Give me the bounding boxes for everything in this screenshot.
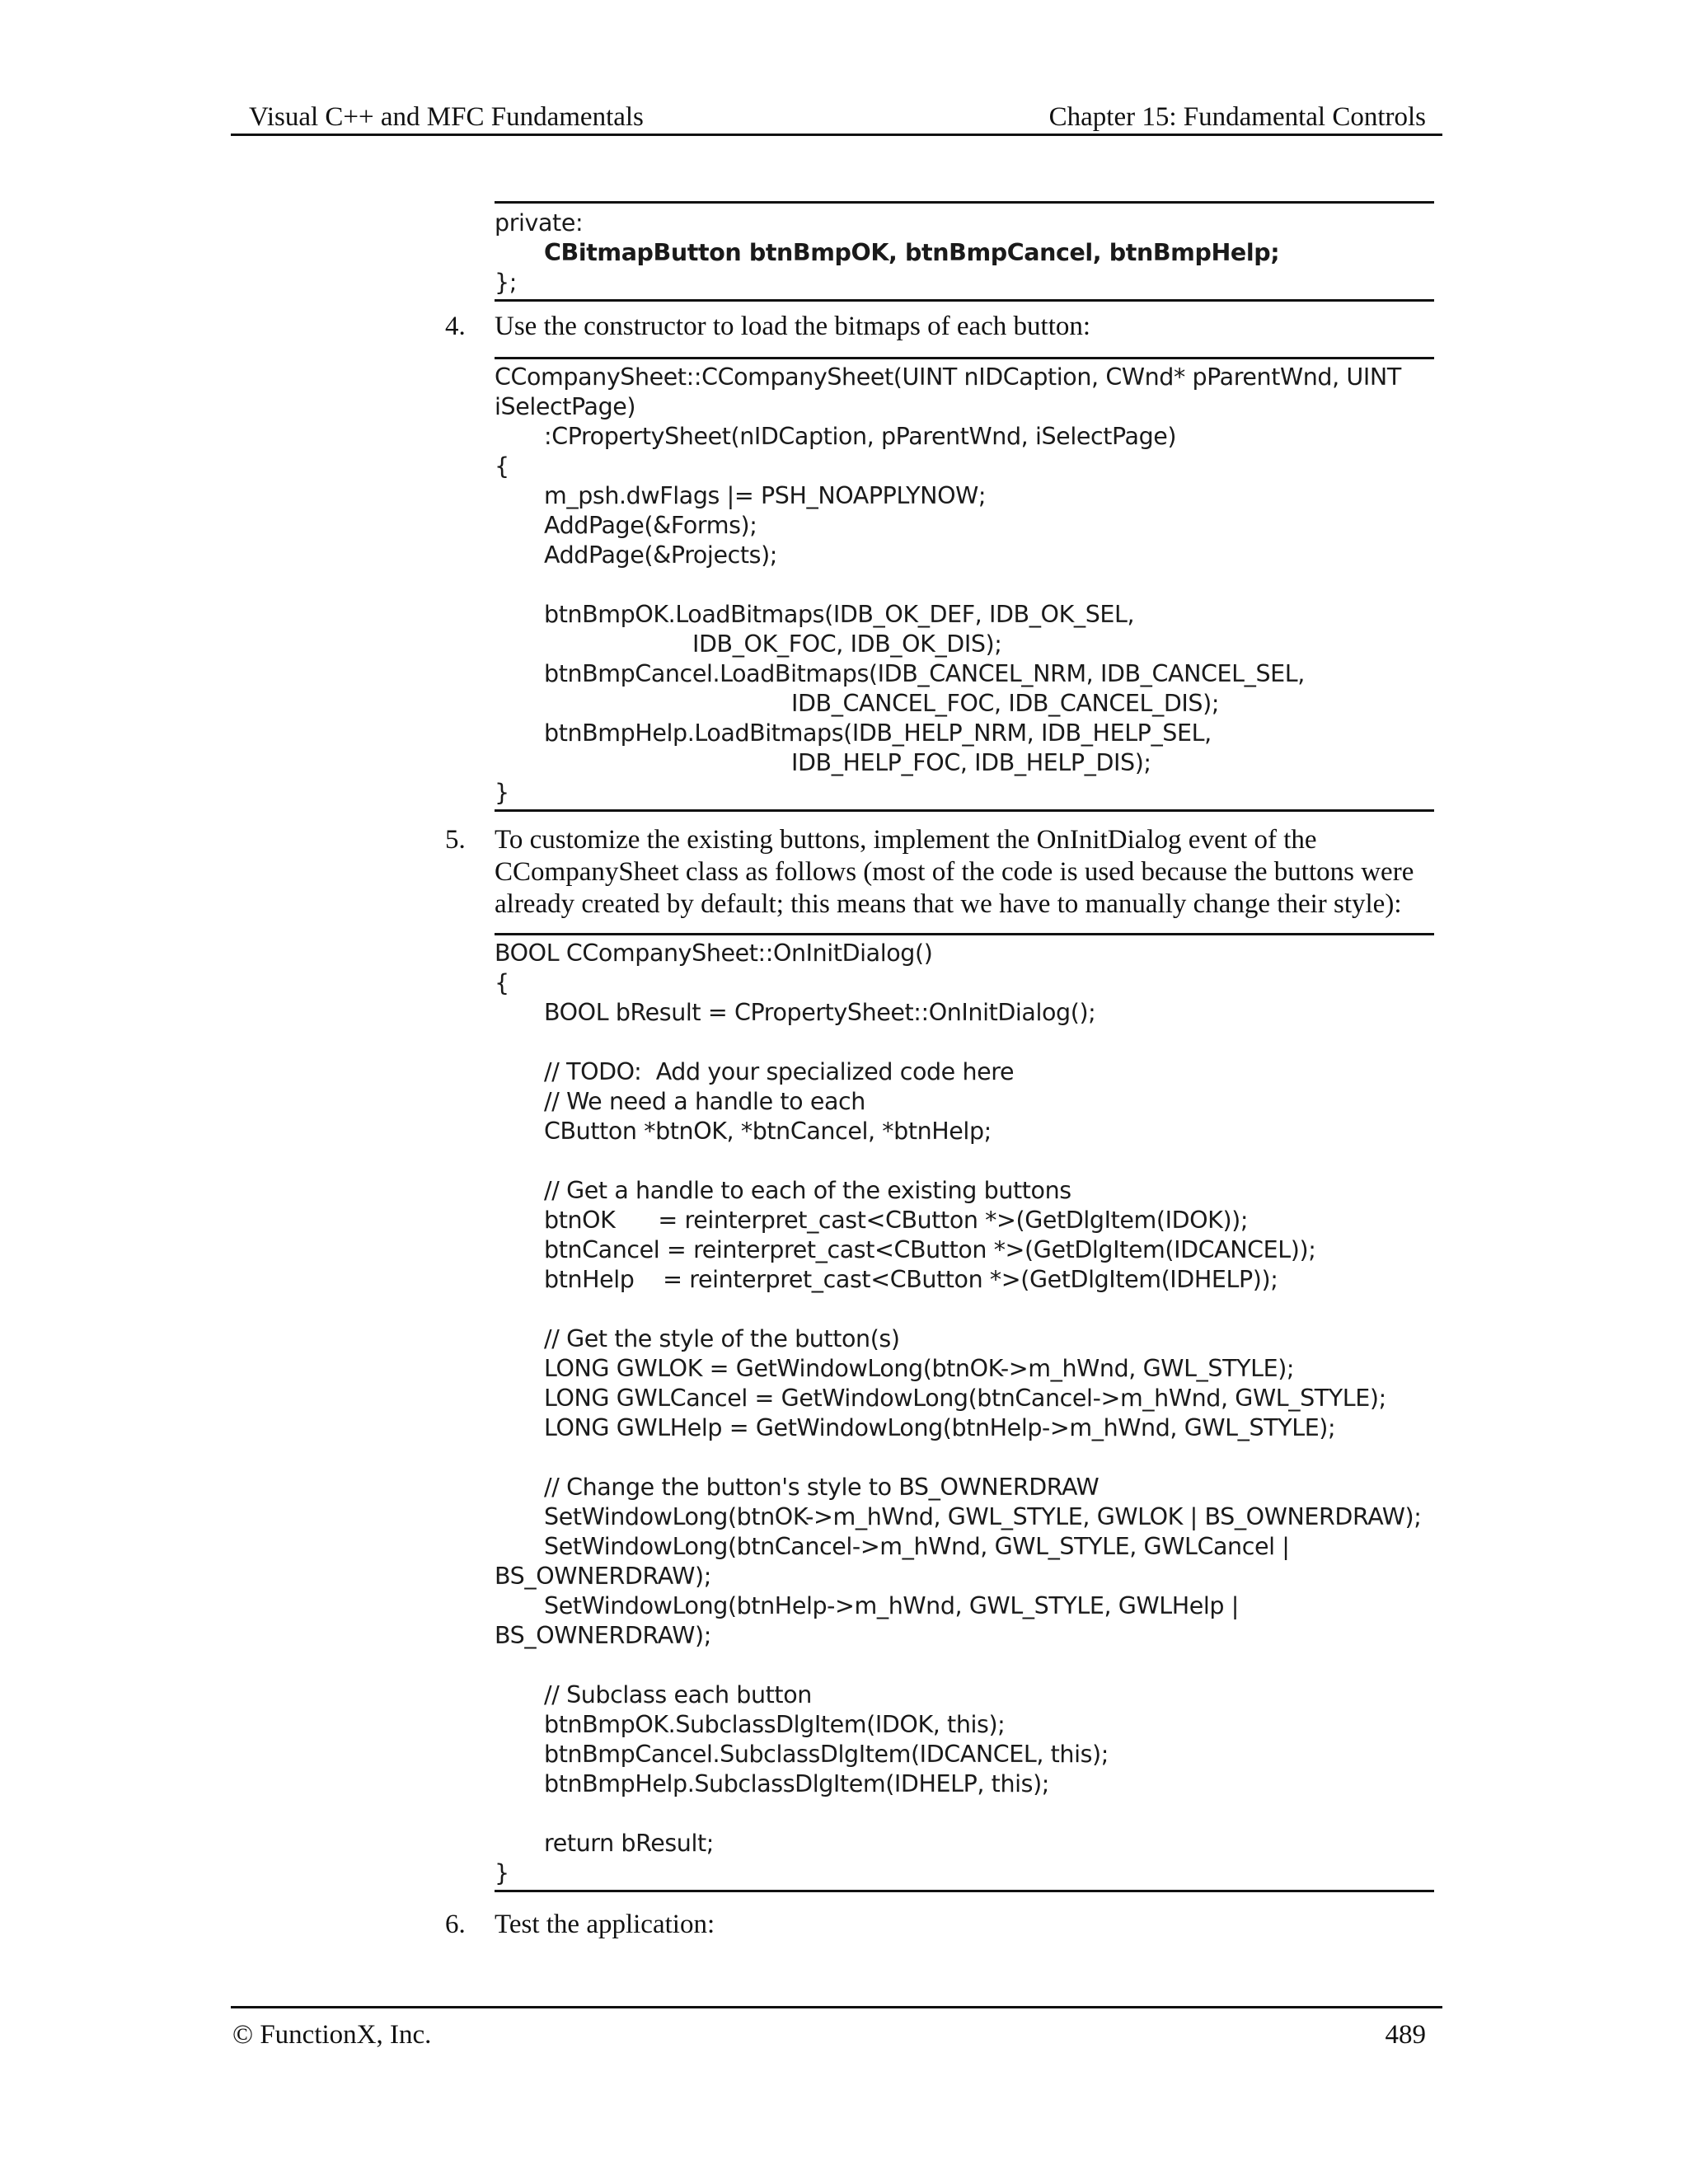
code-line: IDB_CANCEL_FOC, IDB_CANCEL_DIS); bbox=[791, 690, 1220, 717]
code-line bbox=[495, 1443, 1434, 1473]
code-line: { bbox=[495, 969, 509, 996]
code-line: BOOL CCompanySheet::OnInitDialog() bbox=[495, 940, 933, 967]
step-number: 5. bbox=[445, 825, 466, 855]
code-line bbox=[495, 570, 1434, 600]
code-line: private: bbox=[495, 209, 584, 237]
code-line: btnHelp = reinterpret_cast<CButton *>(GetDlgItem(IDHELP)); bbox=[544, 1266, 1278, 1293]
page-footer bbox=[231, 2006, 1442, 2050]
code-line: m_psh.dwFlags |= PSH_NOAPPLYNOW; bbox=[544, 482, 987, 509]
code-line: // Get the style of the button(s) bbox=[544, 1325, 900, 1352]
code-line bbox=[495, 1295, 1434, 1324]
code-line: { bbox=[495, 452, 509, 480]
step-number: 4. bbox=[445, 312, 466, 341]
code-line: IDB_OK_FOC, IDB_OK_DIS); bbox=[692, 630, 1002, 658]
code-line bbox=[495, 1651, 1434, 1680]
code-line: SetWindowLong(btnCancel->m_hWnd, GWL_STYLE, GWLCancel | bbox=[544, 1533, 1290, 1560]
code-line: IDB_HELP_FOC, IDB_HELP_DIS); bbox=[791, 749, 1151, 776]
code-line: // TODO: Add your specialized code here bbox=[544, 1058, 1015, 1085]
code-line: LONG GWLHelp = GetWindowLong(btnHelp->m_hWnd, GWL_STYLE); bbox=[544, 1414, 1336, 1441]
step-number: 6. bbox=[445, 1910, 466, 1939]
step-text: Use the constructor to load the bitmaps of each button: bbox=[495, 312, 1091, 341]
code-line: BS_OWNERDRAW); bbox=[495, 1563, 711, 1590]
step-text: To customize the existing buttons, implement the OnInitDialog event of the CCompanySheet class as follows (most of the code is used because the buttons were already created by default; this means that we have to manually change their style): bbox=[495, 825, 1414, 919]
code-line: return bResult; bbox=[544, 1830, 714, 1857]
code-line: CCompanySheet::CCompanySheet(UINT nIDCaption, CWnd* pParentWnd, UINT bbox=[495, 363, 1401, 391]
code-line: :CPropertySheet(nIDCaption, pParentWnd, iSelectPage) bbox=[544, 423, 1177, 450]
code-line: iSelectPage) bbox=[495, 393, 636, 420]
code-line: btnBmpHelp.LoadBitmaps(IDB_HELP_NRM, IDB_HELP_SEL, bbox=[544, 719, 1212, 747]
code-line: // Subclass each button bbox=[544, 1681, 812, 1708]
code-block-private-members bbox=[495, 201, 1434, 302]
code-line: BS_OWNERDRAW); bbox=[495, 1622, 711, 1649]
code-line: AddPage(&Projects); bbox=[544, 541, 777, 569]
code-line: btnBmpHelp.SubclassDlgItem(IDHELP, this); bbox=[544, 1770, 1050, 1797]
code-line: // Get a handle to each of the existing buttons bbox=[544, 1177, 1071, 1204]
code-line: btnBmpOK.LoadBitmaps(IDB_OK_DEF, IDB_OK_SEL, bbox=[544, 601, 1135, 628]
code-line: btnBmpCancel.LoadBitmaps(IDB_CANCEL_NRM, IDB_CANCEL_SEL, bbox=[544, 660, 1305, 687]
page-header bbox=[231, 97, 1442, 136]
code-line: // Change the button's style to BS_OWNERDRAW bbox=[544, 1474, 1100, 1501]
code-line: SetWindowLong(btnHelp->m_hWnd, GWL_STYLE, GWLHelp | bbox=[544, 1592, 1239, 1619]
code-line: LONG GWLOK = GetWindowLong(btnOK->m_hWnd, GWL_STYLE); bbox=[544, 1355, 1295, 1382]
code-block-constructor bbox=[495, 357, 1434, 812]
header-chapter-title: Chapter 15: Fundamental Controls bbox=[1048, 102, 1426, 132]
code-line bbox=[495, 1799, 1434, 1829]
code-line: } bbox=[495, 1859, 509, 1886]
code-line: // We need a handle to each bbox=[544, 1088, 865, 1115]
code-line: }; bbox=[495, 269, 517, 296]
code-line: SetWindowLong(btnOK->m_hWnd, GWL_STYLE, GWLOK | BS_OWNERDRAW); bbox=[544, 1503, 1422, 1530]
code-line: CBitmapButton btnBmpOK, btnBmpCancel, btnBmpHelp; bbox=[544, 239, 1280, 266]
code-line: btnBmpCancel.SubclassDlgItem(IDCANCEL, this); bbox=[544, 1741, 1109, 1768]
code-line bbox=[495, 1028, 1434, 1057]
code-line: BOOL bResult = CPropertySheet::OnInitDialog(); bbox=[544, 999, 1096, 1026]
code-block-oninitdialog bbox=[495, 933, 1434, 1892]
footer-copyright: © FunctionX, Inc. bbox=[232, 2020, 432, 2050]
code-line: btnOK = reinterpret_cast<CButton *>(GetDlgItem(IDOK)); bbox=[544, 1207, 1249, 1234]
code-line: AddPage(&Forms); bbox=[544, 512, 757, 539]
page-number: 489 bbox=[1385, 2020, 1426, 2050]
code-line: } bbox=[495, 779, 509, 806]
code-line bbox=[495, 1146, 1434, 1176]
header-book-title: Visual C++ and MFC Fundamentals bbox=[249, 102, 644, 132]
step-text: Test the application: bbox=[495, 1910, 715, 1939]
code-line: LONG GWLCancel = GetWindowLong(btnCancel->m_hWnd, GWL_STYLE); bbox=[544, 1385, 1386, 1412]
code-line: btnCancel = reinterpret_cast<CButton *>(GetDlgItem(IDCANCEL)); bbox=[544, 1236, 1316, 1263]
code-line: CButton *btnOK, *btnCancel, *btnHelp; bbox=[544, 1118, 992, 1145]
code-line: btnBmpOK.SubclassDlgItem(IDOK, this); bbox=[544, 1711, 1006, 1738]
